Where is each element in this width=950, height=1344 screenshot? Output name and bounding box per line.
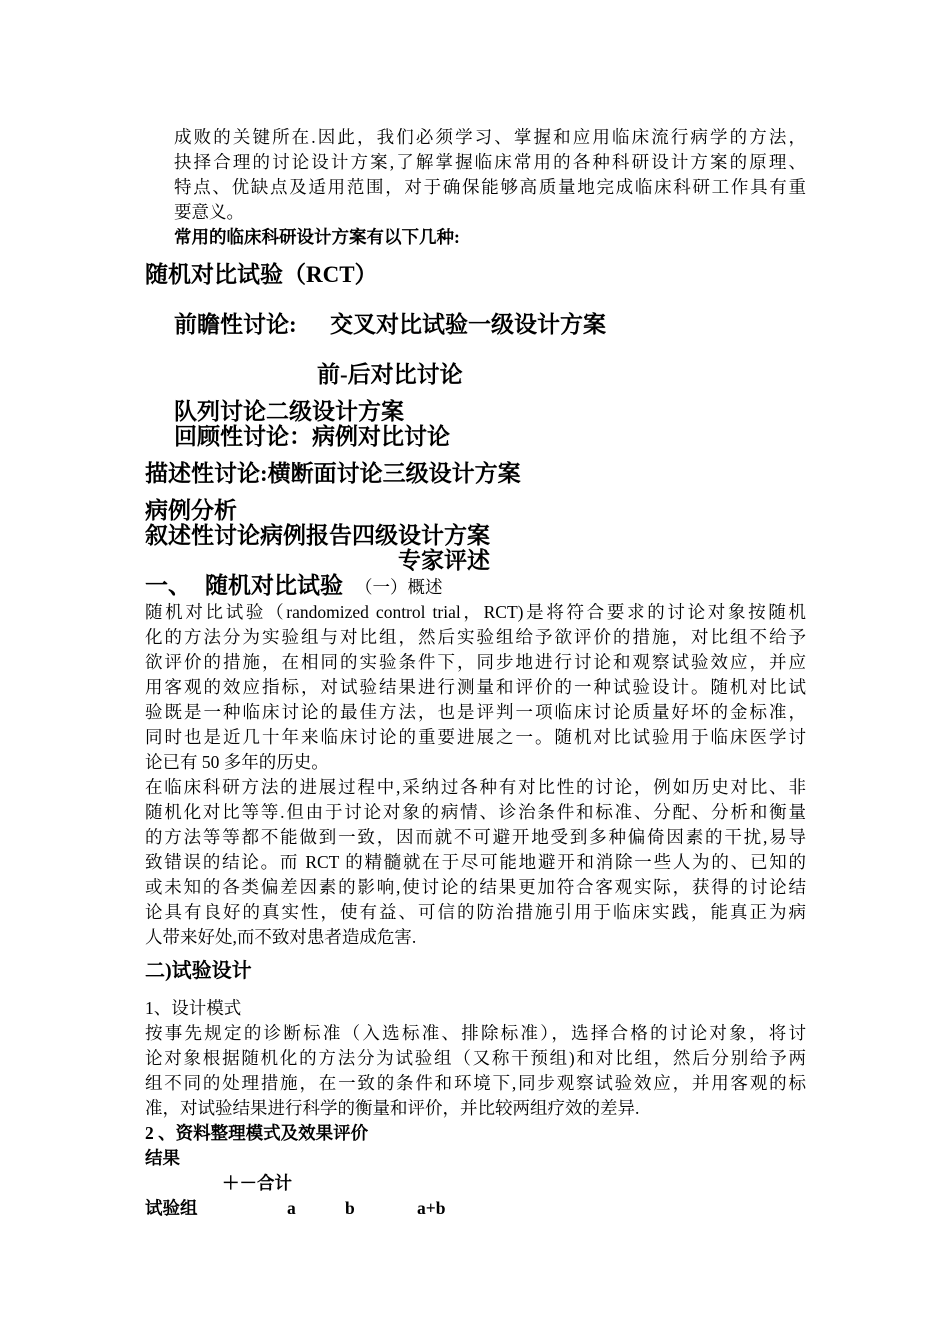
section1-para1-line: 随机对比试验（randomized control trial，RCT)是将符合要求的讨论对象按随机 (145, 602, 806, 622)
intro-line: 特点、优缺点及适用范围，对于确保能够高质量地完成临床科研工作具有重 (174, 177, 806, 197)
section1-number: 一、 (145, 573, 191, 598)
section1-para2-line: 的方法等等都不能做到一致，因而就不可避开地受到多种偏倚因素的干扰,易导 (145, 827, 806, 847)
section1-para1-line: 用客观的效应指标，对试验结果进行测量和评价的一种试验设计。随机对比试 (145, 677, 806, 697)
outline-descriptive: 描述性讨论:横断面讨论三级设计方案 (145, 461, 521, 486)
design-mode-line: 准，对试验结果进行科学的衡量和评价，并比较两组疗效的差异. (145, 1098, 640, 1118)
section1-para2-line: 随机化对比等等.但由于讨论对象的病情、诊治条件和标准、分配、分析和衡量 (145, 802, 806, 822)
section1-para2-line: 致错误的结论。而 RCT 的精髓就在于尽可能地避开和消除一些人为的、已知的 (145, 852, 806, 872)
section1-para1-line: 欲评价的措施，在相同的实验条件下，同步地进行讨论和观察试验效应，并应 (145, 652, 806, 672)
section1-para2-line: 论具有良好的真实性，使有益、可信的防治措施引用于临床实践，能真正为病 (145, 902, 806, 922)
section1-para1-line: 论已有 50 多年的历史。 (145, 752, 329, 772)
section1-para1-line: 化的方法分为实验组与对比组，然后实验组给予欲评价的措施，对比组不给予 (145, 627, 806, 647)
outline-narrative: 叙述性讨论病例报告四级设计方案 (145, 523, 490, 548)
intro-line: 抉择合理的讨论设计方案,了解掌握临床常用的各种科研设计方案的原理、 (174, 152, 806, 172)
intro-line: 成败的关键所在.因此，我们必须学习、掌握和应用临床流行病学的方法， (174, 127, 806, 147)
section1-para2-line: 或未知的各类偏差因素的影响,使讨论的结果更加符合客观实际，获得的讨论结 (145, 877, 806, 897)
design-mode-line: 组不同的处理措施，在一致的条件和环境下,同步观察试验效应，并用客观的标 (145, 1073, 806, 1093)
table-header: ＋－合计 (222, 1173, 292, 1193)
section1-title: 随机对比试验 (205, 573, 343, 598)
data-organization-title: 2 、资料整理模式及效果评价 (145, 1123, 369, 1143)
table-cell-sum: a+b (417, 1198, 446, 1218)
outline-crossover: 交叉对比试验一级设计方案 (330, 312, 606, 337)
section1-para1-line: 同时也是近几十年来临床讨论的重要进展之一。随机对比试验用于临床医学讨 (145, 727, 806, 747)
section1-para2-line: 在临床科研方法的进展过程中,采纳过各种有对比性的讨论，例如历史对比、非 (145, 777, 806, 797)
common-designs-heading: 常用的临床科研设计方案有以下几种: (174, 227, 460, 247)
section1-subtitle: （一）概述 (355, 577, 443, 597)
outline-prospective-label: 前瞻性讨论: (174, 312, 297, 337)
table-cell-a: a (287, 1198, 296, 1218)
outline-rct: 随机对比试验（RCT） (145, 262, 378, 287)
result-label: 结果 (145, 1148, 180, 1168)
table-cell-b: b (345, 1198, 355, 1218)
intro-line: 要意义。 (174, 202, 244, 222)
design-mode-line: 按事先规定的诊断标准（入选标准、排除标准），选择合格的讨论对象，将讨 (145, 1023, 806, 1043)
outline-expert: 专家评述 (398, 548, 490, 573)
outline-before-after: 前-后对比讨论 (317, 362, 463, 387)
table-row-label: 试验组 (145, 1198, 198, 1218)
outline-retrospective: 回顾性讨论：病例对比讨论 (174, 424, 450, 449)
section2-title: 二)试验设计 (145, 960, 252, 982)
design-mode-title: 1、设计模式 (145, 998, 242, 1018)
section1-para1-line: 验既是一种临床讨论的最佳方法，也是评判一项临床讨论质量好坏的金标准， (145, 702, 806, 722)
outline-cohort: 队列讨论二级设计方案 (174, 399, 404, 424)
outline-case-analysis: 病例分析 (145, 498, 237, 523)
design-mode-line: 论对象根据随机化的方法分为试验组（又称干预组)和对比组，然后分别给予两 (145, 1048, 806, 1068)
section1-para2-line: 人带来好处,而不致对患者造成危害. (145, 927, 417, 947)
